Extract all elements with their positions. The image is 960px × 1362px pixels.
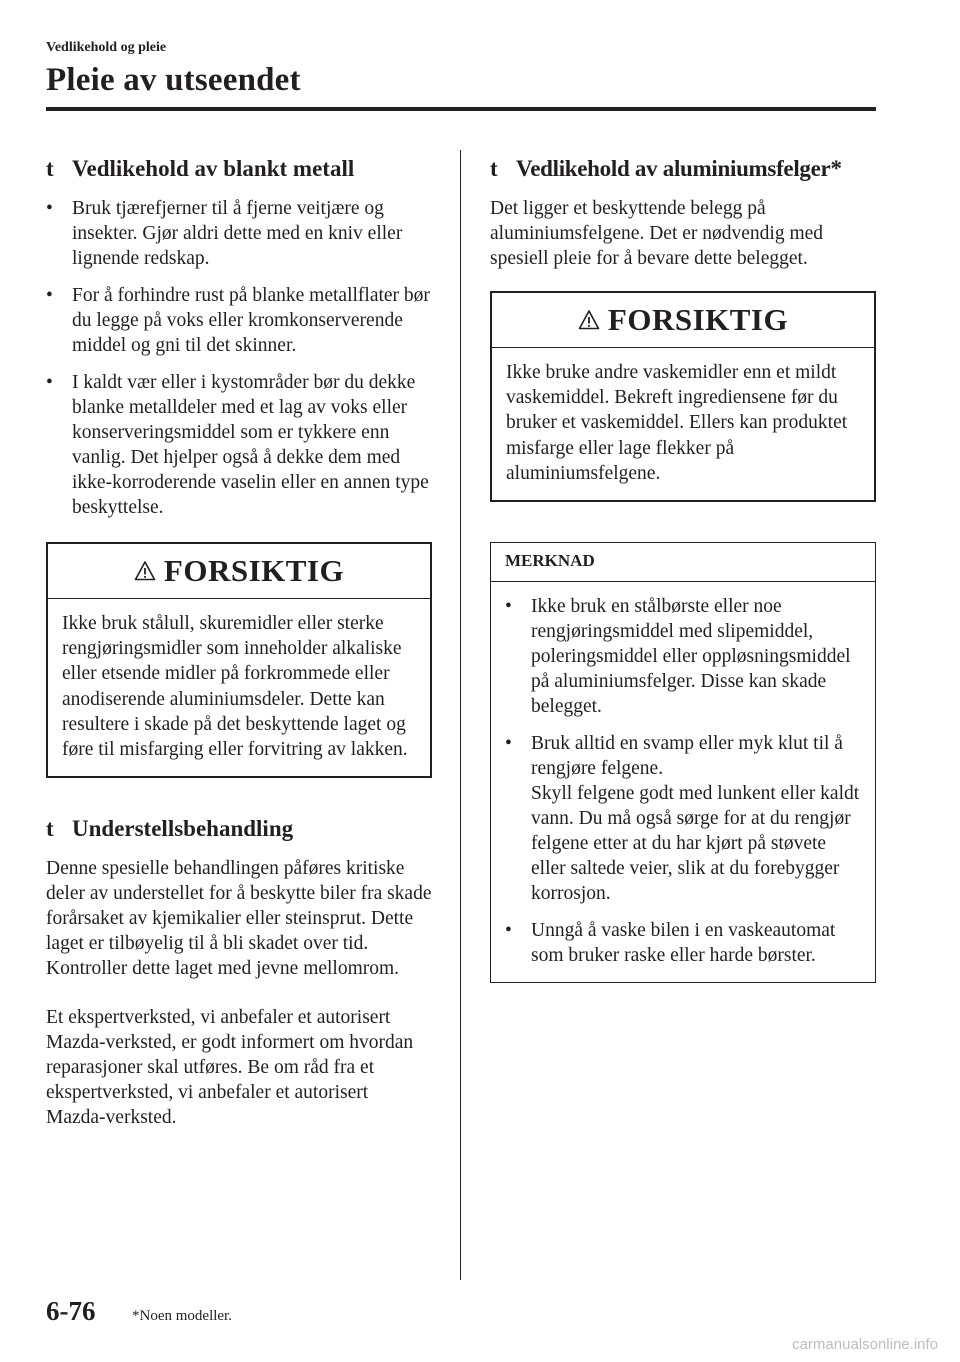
list-item-text: I kaldt vær eller i kystområder bør du dekke blanke metalldeler med et lag av voks eller konserveringsmiddel som er tykkere enn vanlig. Det hjelper også å dekke dem med ikke-korroderende vaselin eller en annen type beskyttelse. (72, 372, 429, 518)
title-rule (46, 107, 876, 111)
list-item-text: Bruk tjærefjerner til å fjerne veitjære og insekter. Gjør aldri dette med en kniv eller lignende redskap. (72, 198, 403, 269)
note-body (491, 582, 875, 982)
list-item-text: Skyll felgene godt med lunkent eller kaldt vann. Du må også sørge for at du rengjør felgene etter at du har kjørt på støvete eller saltede veier, slik at du forebygger korrosjon. (531, 783, 860, 905)
metal-care-heading (46, 152, 432, 186)
footnote: *Noen modeller. (132, 1308, 232, 1324)
bullet-icon: • (505, 920, 512, 942)
underbody-title: Understellsbehandling (72, 816, 294, 842)
list-item (46, 283, 432, 358)
bullet-icon: • (46, 372, 53, 393)
bullet-icon: • (46, 285, 53, 306)
list-item-text: Bruk alltid en svamp eller myk klut til å rengjøre felgene. (531, 733, 843, 780)
bullet-icon: • (505, 733, 512, 755)
column-divider (460, 150, 461, 1280)
wheels-title: Vedlikehold av aluminiumsfelger* (516, 156, 842, 181)
list-item-text: Unngå å vaske bilen i en vaskeautomat som bruker raske eller harde børster. (531, 920, 836, 967)
list-item-text: Ikke bruk en stålbørste eller noe rengjøringsmiddel med slipemiddel, poleringsmiddel eller oppløsningsmiddel på aluminiumsfelger. Disse kan skade belegget. (531, 596, 851, 718)
warning-icon (578, 309, 600, 331)
list-item (505, 731, 861, 906)
caution-box (490, 291, 876, 502)
metal-care-title: Vedlikehold av blankt metall (72, 156, 355, 181)
list-item-text: For å forhindre rust på blanke metallflater bør du legge på voks eller kromkonserverende middel og gni til det skinner. (72, 285, 430, 356)
list-item (505, 594, 861, 719)
bullet-icon: • (505, 596, 512, 618)
metal-care-list (46, 196, 432, 520)
underbody-heading (46, 812, 432, 846)
page-number: 6-76 (46, 1296, 96, 1326)
section-marker: t (46, 156, 54, 181)
note-title: MERKNAD (491, 543, 875, 582)
warning-icon (134, 560, 156, 582)
section-label: Vedlikehold og pleie (46, 40, 167, 55)
watermark: carmanualsonline.info (792, 1336, 938, 1353)
list-item (505, 918, 861, 968)
caution-title: FORSIKTIG (163, 553, 345, 588)
note-box (490, 542, 876, 983)
list-item (46, 196, 432, 271)
section-marker: t (46, 816, 54, 842)
caution-title: FORSIKTIG (607, 302, 789, 337)
caution-box (46, 542, 432, 778)
caution-text: Ikke bruke andre vaskemidler enn et mildt vaskemiddel. Bekreft ingrediensene før du bruker et vaskemiddel. Ellers kan produktet misfarge eller lage flekker på aluminiumsfelgene. (506, 362, 848, 484)
wheels-intro: Det ligger et beskyttende belegg på aluminiumsfelgene. Det er nødvendig med spesiell pleie for å bevare dette belegget. (490, 198, 824, 269)
wheels-heading (490, 152, 876, 186)
underbody-paragraph-1: Denne spesielle behandlingen påføres kritiske deler av understellet for å beskytte biler fra skade forårsaket av kjemikalier eller steinsprut. Dette laget er tilbøyelig til å bli skadet over tid. Kontroller dette laget med jevne mellomrom. (46, 858, 432, 980)
right-column (490, 152, 876, 983)
caution-text: Ikke bruk stålull, skuremidler eller sterke rengjøringsmidler som inneholder alkaliske eller etsende midler på forkrommede eller anodiserende aluminiumsdeler. Dette kan resultere i skade på det beskyttende laget og føre til misfarging eller forvitring av lakken. (62, 613, 408, 761)
left-column (46, 152, 432, 1130)
note-list (505, 594, 861, 968)
section-marker: t (490, 156, 498, 181)
caution-header (48, 544, 430, 599)
underbody-paragraph-2: Et ekspertverksted, vi anbefaler et autorisert Mazda-verksted, er godt informert om hvordan reparasjoner skal utføres. Be om råd fra et ekspertverksted, vi anbefaler et autorisert Mazda-verksted. (46, 1007, 414, 1129)
chapter-title: Pleie av utseendet (46, 62, 301, 98)
bullet-icon: • (46, 198, 53, 219)
list-item (46, 370, 432, 520)
caution-header (492, 293, 874, 348)
